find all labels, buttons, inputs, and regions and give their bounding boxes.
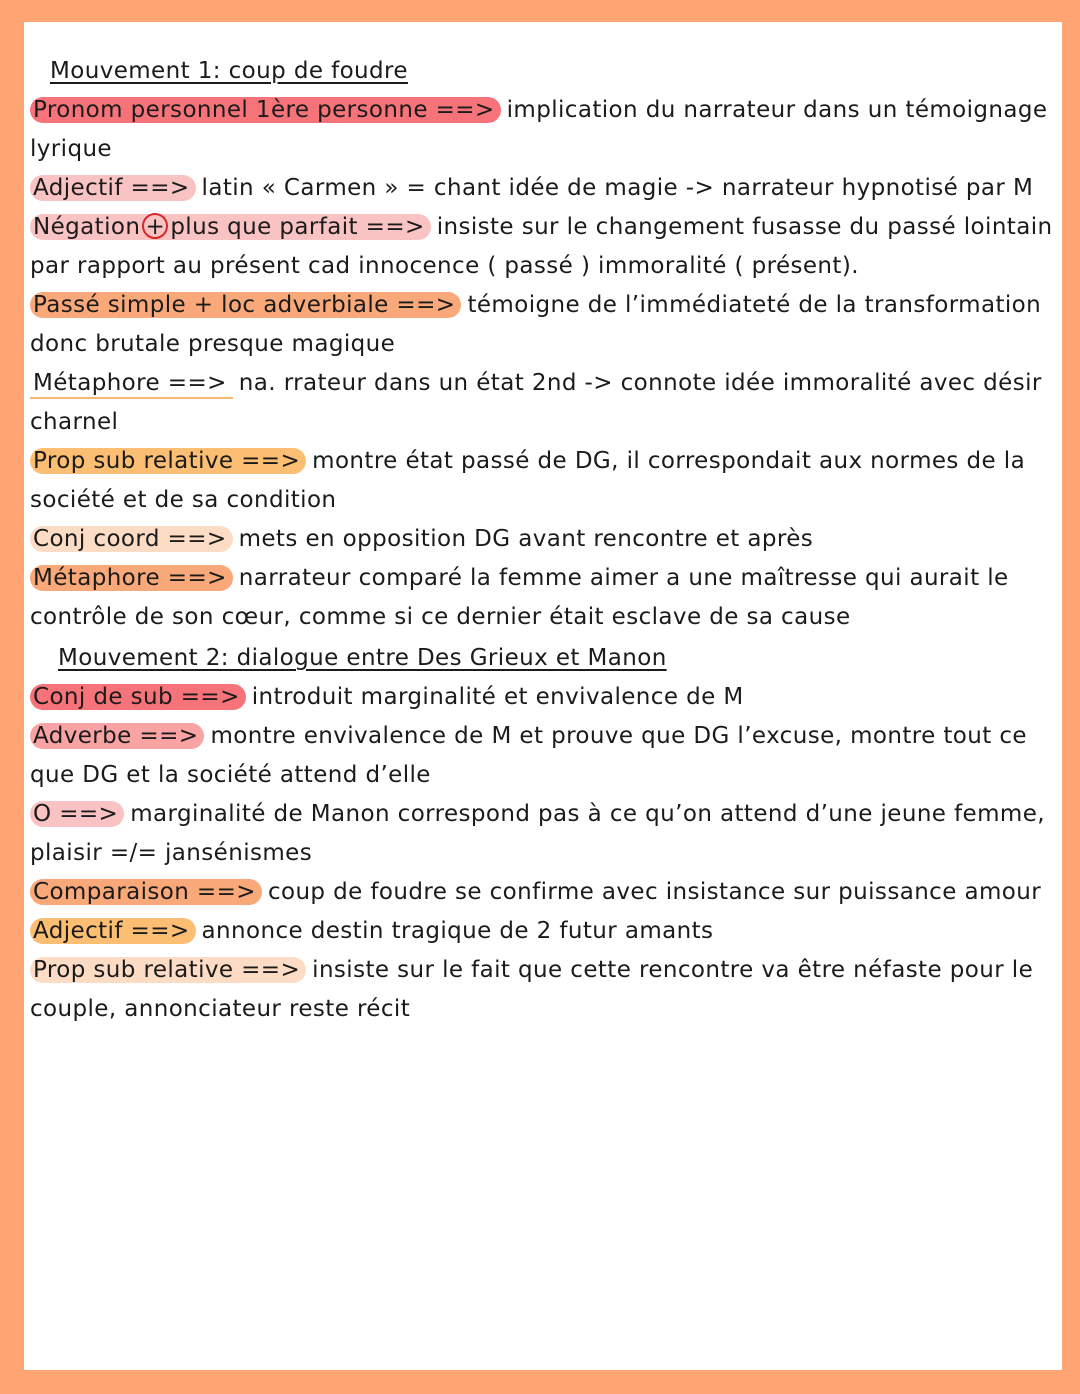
note-item xyxy=(30,286,1060,364)
term-label: Conj de sub ==> xyxy=(33,684,240,710)
note-item xyxy=(30,169,1060,208)
note-explanation: na. rrateur dans un état 2nd -> connote idée immoralité avec désir charnel xyxy=(30,370,1042,435)
term-label: Adverbe ==> xyxy=(33,723,199,749)
note-explanation: insiste sur le fait que cette rencontre va être néfaste pour le couple, annonciateur reste récit xyxy=(30,957,1034,1022)
note-explanation: implication du narrateur dans un témoignage lyrique xyxy=(30,97,1048,162)
term-label: Passé simple + loc adverbiale ==> xyxy=(33,292,456,318)
term-label: Adjectif ==> xyxy=(33,918,190,944)
note-explanation: annonce destin tragique de 2 futur amants xyxy=(201,918,714,944)
term-label: Adjectif ==> xyxy=(33,175,190,201)
note-item xyxy=(30,559,1060,637)
note-explanation: montre envivalence de M et prouve que DG l’excuse, montre tout ce que DG et la société attend d’elle xyxy=(30,723,1027,788)
term-label: Pronom personnel 1ère personne ==> xyxy=(33,97,495,123)
note-item xyxy=(30,912,1060,951)
note-explanation: narrateur comparé la femme aimer a une maîtresse qui aurait le contrôle de son cœur, comme si ce dernier était esclave de sa cause xyxy=(30,565,1009,630)
term-label: Prop sub relative ==> xyxy=(33,957,301,983)
note-explanation: montre état passé de DG, il correspondait aux normes de la société et de sa condition xyxy=(30,448,1026,513)
term-label-continued: plus que parfait ==> xyxy=(170,214,425,240)
note-explanation: insiste sur le changement fusasse du passé lointain par rapport au présent cad innocence ( passé ) immoralité ( présent). xyxy=(30,214,1053,279)
highlighted-term xyxy=(30,214,431,240)
circled-plus-mark: + xyxy=(142,213,168,239)
highlighted-term xyxy=(30,684,246,710)
highlighted-term xyxy=(30,723,204,749)
highlighted-term xyxy=(30,370,233,399)
note-page xyxy=(24,22,1062,1370)
note-item xyxy=(30,364,1060,442)
note-item xyxy=(30,91,1060,169)
highlighted-term xyxy=(30,175,196,201)
highlighted-term xyxy=(30,918,196,944)
highlighted-term xyxy=(30,879,262,905)
highlighted-term xyxy=(30,448,306,474)
note-explanation: coup de foudre se confirme avec insistance sur puissance amour xyxy=(267,879,1042,905)
notes-content xyxy=(30,52,1060,1029)
note-item xyxy=(30,678,1060,717)
note-explanation: latin « Carmen » = chant idée de magie -> narrateur hypnotisé par M xyxy=(201,175,1034,201)
mouvement-2-notes xyxy=(30,678,1060,1029)
term-label: Comparaison ==> xyxy=(33,879,256,905)
highlighted-term xyxy=(30,801,124,827)
highlighted-term xyxy=(30,526,233,552)
term-label: Négation xyxy=(33,214,141,240)
term-label: O ==> xyxy=(33,801,119,827)
note-explanation: marginalité de Manon correspond pas à ce qu’on attend d’une jeune femme, plaisir =/= jansénismes xyxy=(30,801,1045,866)
note-item xyxy=(30,873,1060,912)
note-explanation: mets en opposition DG avant rencontre et après xyxy=(238,526,814,552)
term-label: Prop sub relative ==> xyxy=(33,448,301,474)
highlighted-term xyxy=(30,97,501,123)
heading-mouvement-1: Mouvement 1: coup de foudre xyxy=(50,58,408,84)
note-item xyxy=(30,208,1060,286)
term-label: Métaphore ==> xyxy=(33,565,227,591)
highlighted-term xyxy=(30,957,306,983)
mouvement-1-notes xyxy=(30,91,1060,637)
note-item xyxy=(30,520,1060,559)
note-item xyxy=(30,717,1060,795)
note-item xyxy=(30,795,1060,873)
note-explanation: témoigne de l’immédiateté de la transformation donc brutale presque magique xyxy=(30,292,1042,357)
highlighted-term xyxy=(30,292,461,318)
heading-mouvement-2: Mouvement 2: dialogue entre Des Grieux et Manon xyxy=(58,645,667,671)
note-explanation: introduit marginalité et envivalence de M xyxy=(251,684,744,710)
term-label: Conj coord ==> xyxy=(33,526,227,552)
term-label: Métaphore ==> xyxy=(33,370,227,396)
note-item xyxy=(30,442,1060,520)
note-item xyxy=(30,951,1060,1029)
highlighted-term xyxy=(30,565,233,591)
